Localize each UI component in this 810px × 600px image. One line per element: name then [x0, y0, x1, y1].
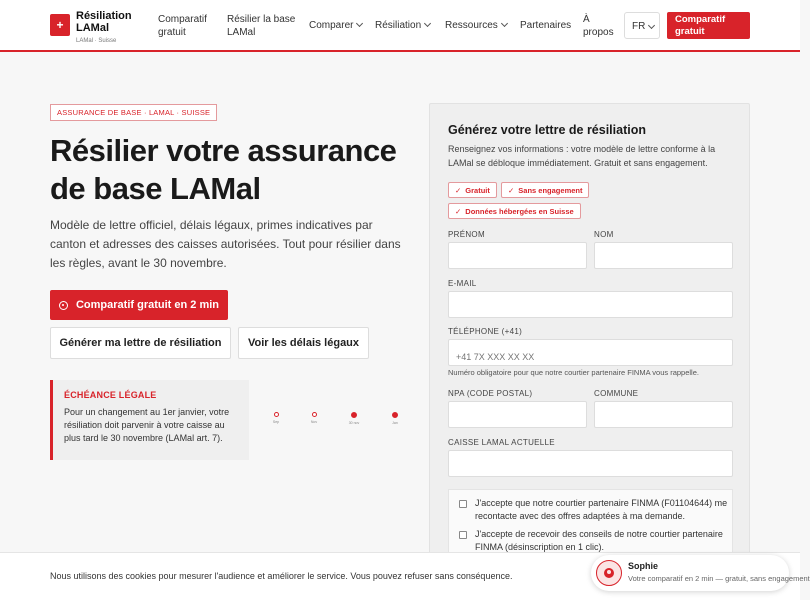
avatar: [596, 560, 622, 586]
nav-resilier-base[interactable]: Résilier la base LAMal: [227, 14, 296, 38]
firstname-input[interactable]: [448, 242, 587, 269]
chip-gratuit: ✓ Gratuit: [448, 182, 497, 198]
letter-form-card: [429, 103, 750, 573]
legal-deadline-callout: [50, 380, 249, 460]
header-cta-button[interactable]: Comparatif gratuit: [667, 12, 750, 39]
consent-recontact[interactable]: [459, 497, 730, 523]
consent-checkbox[interactable]: [459, 500, 467, 508]
nav-comparatif[interactable]: Comparatif gratuit: [158, 14, 207, 38]
chat-message: Votre comparatif en 2 min — gratuit, sans engagement: [628, 574, 810, 583]
timeline-dot: [351, 412, 357, 418]
npa-label: NPA (CODE POSTAL): [448, 389, 533, 398]
nav-partenaires[interactable]: Partenaires: [520, 20, 572, 31]
chevron-down-icon: [424, 20, 431, 27]
chat-agent-name: Sophie: [628, 561, 659, 571]
chevron-down-icon: [356, 20, 363, 27]
check-icon: ✓: [455, 186, 462, 195]
caisse-label: CAISSE LAMAL ACTUELLE: [448, 438, 555, 447]
check-icon: ✓: [455, 207, 462, 216]
comparatif-button[interactable]: [50, 290, 228, 320]
consent-text: J'accepte que notre courtier partenaire FINMA (F01104644) me recontacte avec des offres adaptées à ma demande.: [475, 498, 728, 521]
timeline-dot: [274, 412, 279, 417]
comparatif-button-label: Comparatif gratuit en 2 min: [75, 299, 220, 311]
chat-widget[interactable]: [591, 555, 810, 591]
timeline-label: Jan: [392, 421, 398, 425]
nav-comparer[interactable]: Comparer: [309, 19, 362, 32]
cookie-text: Nous utilisons des cookies pour mesurer l'audience et améliorer le service. Vous pouvez refuser sans conséquence.: [50, 571, 513, 581]
logo-title: Résiliation LAMal: [76, 10, 132, 34]
consent-conseils[interactable]: [459, 528, 730, 554]
language-value: FR: [632, 21, 646, 32]
chip-donnees-suisse: ✓ Données hébergées en Suisse: [448, 203, 581, 219]
timeline-step: [381, 412, 409, 425]
timeline-label: 30 nov: [348, 421, 360, 425]
email-input[interactable]: [448, 291, 733, 318]
legal-deadlines-button[interactable]: Voir les délais légaux: [238, 327, 369, 359]
commune-label: COMMUNE: [594, 389, 639, 398]
lastname-label: NOM: [594, 230, 614, 239]
target-icon: [59, 301, 68, 310]
nav-resiliation[interactable]: Résiliation: [375, 19, 430, 32]
email-label: E-MAIL: [448, 279, 477, 288]
generate-letter-button[interactable]: Générer ma lettre de résiliation: [50, 327, 231, 359]
site-header: [0, 0, 800, 52]
commune-input[interactable]: [594, 401, 733, 428]
timeline-step: [262, 412, 290, 424]
nav-ressources[interactable]: Ressources: [445, 19, 507, 32]
firstname-label: PRÉNOM: [448, 230, 485, 239]
swiss-cross-icon: +: [50, 14, 70, 36]
timeline-step: [340, 412, 368, 425]
form-title: Générez votre lettre de résiliation: [448, 123, 646, 137]
consent-text: J'accepte de recevoir des conseils de notre courtier partenaire FINMA (désinscription en 1 clic).: [475, 529, 723, 552]
caisse-input[interactable]: [448, 450, 733, 477]
phone-input[interactable]: [448, 339, 733, 366]
form-description: Renseignez vos informations : votre modèle de lettre conforme à la LAMal se débloque immédiatement. Gratuit et sans engagement.: [448, 144, 716, 168]
timeline-dot: [392, 412, 398, 418]
phone-hint: Numéro obligatoire pour que notre courtier partenaire FINMA vous rappelle.: [448, 368, 699, 377]
page-title: Résilier votre assurance de base LAMal: [50, 133, 397, 206]
npa-input[interactable]: [448, 401, 587, 428]
chevron-down-icon: [501, 20, 508, 27]
consent-checkbox[interactable]: [459, 531, 467, 539]
chip-sans-engagement: ✓ Sans engagement: [501, 182, 589, 198]
deadline-title: ÉCHÉANCE LÉGALE: [64, 390, 157, 400]
hero-tag: ASSURANCE DE BASE · LAMAL · SUISSE: [50, 104, 217, 121]
nav-a-propos[interactable]: À propos: [583, 14, 614, 38]
deadline-timeline: [262, 412, 412, 436]
chevron-down-icon: [648, 22, 655, 29]
deadline-text: Pour un changement au 1er janvier, votre résiliation doit parvenir à votre caisse au plus tard le 30 novembre (LAMal art. 7).: [64, 407, 230, 443]
timeline-step: [300, 412, 328, 424]
check-icon: ✓: [508, 186, 515, 195]
language-select[interactable]: [624, 12, 660, 39]
site-logo[interactable]: [50, 10, 136, 47]
timeline-dot: [312, 412, 317, 417]
lastname-input[interactable]: [594, 242, 733, 269]
person-icon: [604, 568, 614, 578]
hero-description: Modèle de lettre officiel, délais légaux, primes indicatives par canton et adresses des caisses autorisées. Tout pour résilier dans les règles, avant le 30 novembre.: [50, 218, 401, 270]
phone-label: TÉLÉPHONE (+41): [448, 327, 523, 336]
timeline-label: Nov: [310, 420, 318, 424]
logo-subtitle: LAMal · Suisse: [76, 38, 117, 44]
timeline-label: Sep: [272, 420, 280, 424]
